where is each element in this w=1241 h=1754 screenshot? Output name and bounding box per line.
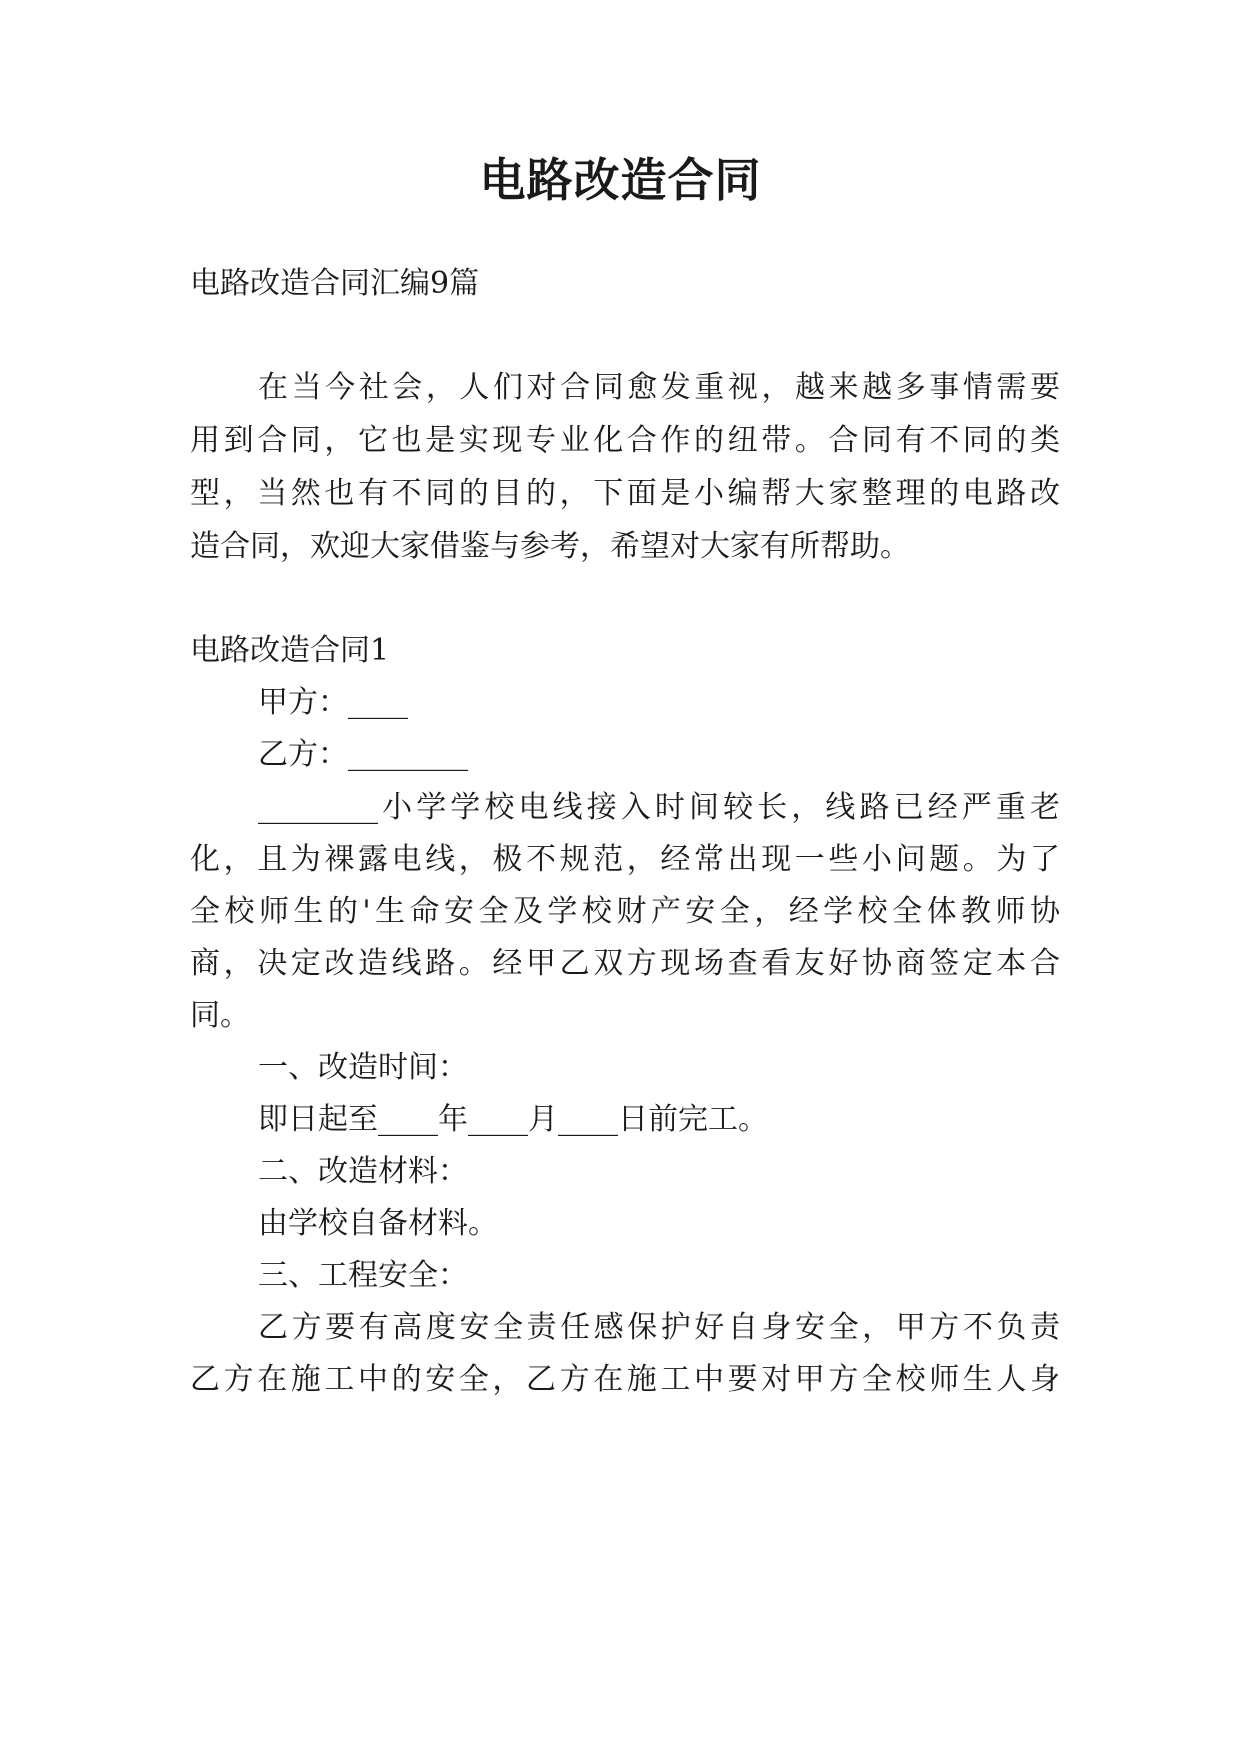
party-b-line: 乙方：________ [258,737,468,772]
intro-line-4: 造合同，欢迎大家借鉴与参考，希望对大家有所帮助。 [190,529,910,564]
background-line-3: 全校师生的'生命安全及学校财产安全，经学校全体教师协 [190,894,1060,929]
clause-2-text: 由学校自备材料。 [258,1206,498,1241]
background-line-4: 商，决定改造线路。经甲乙双方现场查看友好协商签定本合 [190,946,1060,981]
section-title: 电路改造合同1 [190,633,390,668]
document-subtitle: 电路改造合同汇编9篇 [190,266,480,301]
intro-line-1: 在当今社会，人们对合同愈发重视，越来越多事情需要 [258,370,1060,405]
intro-line-2: 用到合同，它也是实现专业化合作的纽带。合同有不同的类 [190,423,1060,458]
clause-3-line-1: 乙方要有高度安全责任感保护好自身安全，甲方不负责 [258,1310,1060,1345]
clause-2-heading: 二、改造材料： [258,1154,468,1189]
background-line-5: 同。 [190,998,250,1033]
clause-1-heading: 一、改造时间： [258,1050,468,1085]
clause-3-heading: 三、工程安全： [258,1258,468,1293]
intro-line-3: 型，当然也有不同的目的，下面是小编帮大家整理的电路改 [190,476,1060,511]
clause-1-text: 即日起至____年____月____日前完工。 [258,1102,768,1137]
document-title: 电路改造合同 [479,153,762,207]
clause-3-line-2: 乙方在施工中的安全，乙方在施工中要对甲方全校师生人身 [190,1362,1060,1397]
background-line-2: 化，且为裸露电线，极不规范，经常出现一些小问题。为了 [190,842,1060,877]
background-line-1: ________小学学校电线接入时间较长，线路已经严重老 [258,790,1060,825]
party-a-line: 甲方：____ [258,685,408,720]
